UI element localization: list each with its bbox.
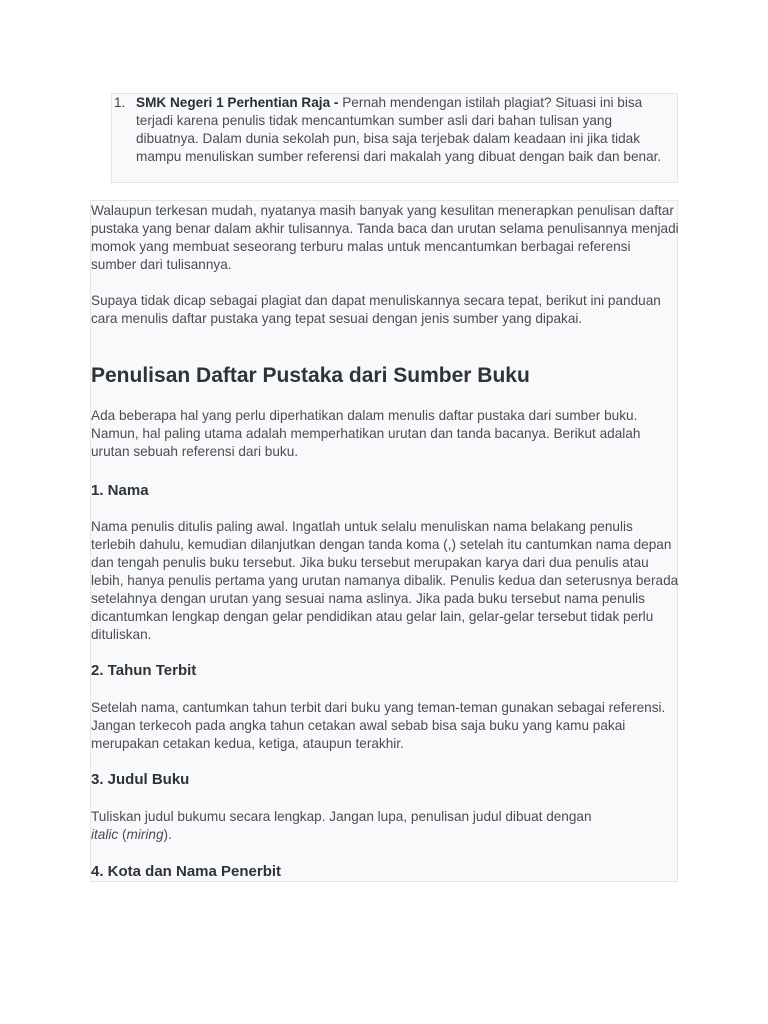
list-item-body: Pernah mendengan istilah plagiat? Situasi ini bisa terjadi karena penulis tidak mencantumkan sumber asli dari bahan tulisan yang dibuatnya. Dalam dunia sekolah pun, bisa saja terjebak dalam keadaan ini jika tidak mampu menuliskan sumber referensi dari makalah yang dibuat dengan baik dan benar.	[136, 95, 662, 164]
subheading-nama: 1. Nama	[91, 482, 149, 499]
list-item-bold-title: SMK Negeri 1 Perhentian Raja -	[136, 95, 343, 110]
paragraph-tahun-terbit: Setelah nama, cantumkan tahun terbit dari buku yang teman-teman gunakan sebagai referensi. Jangan terkecoh pada angka tahun cetakan awal sebab bisa saja buku yang kamu pakai merupakan cetakan kedua, ketiga, ataupun terakhir.	[91, 700, 666, 751]
subheading-kota-penerbit: 4. Kota dan Nama Penerbit	[91, 863, 282, 880]
judul-text-mid: (	[118, 827, 127, 842]
numbered-list-box	[111, 93, 678, 183]
intro-paragraph-1: Walaupun terkesan mudah, nyatanya masih banyak yang kesulitan menerapkan penulisan daftar pustaka yang benar dalam akhir tulisannya. Tanda baca dan urutan selama penulisannya menjadi momok yang membuat seseorang terburu malas untuk mencantumkan berbagai referensi sumber dari tulisannya.	[91, 203, 679, 272]
judul-italic-word: italic	[91, 827, 119, 842]
section-intro-paragraph: Ada beberapa hal yang perlu diperhatikan dalam menulis daftar pustaka dari sumber buku. Namun, hal paling utama adalah memperhatikan urutan dan tanda bacanya. Berikut adalah urutan sebuah referensi dari buku.	[91, 408, 641, 459]
judul-text-before: Tuliskan judul bukumu secara lengkap. Jangan lupa, penulisan judul dibuat dengan	[91, 809, 592, 824]
subheading-judul-buku: 3. Judul Buku	[91, 771, 190, 788]
list-number: 1.	[114, 95, 126, 110]
paragraph-judul-buku	[91, 808, 611, 844]
list-item-text	[136, 94, 676, 166]
subheading-tahun-terbit: 2. Tahun Terbit	[91, 662, 197, 679]
judul-text-after: ).	[163, 827, 172, 842]
article-body	[90, 200, 678, 882]
paragraph-nama: Nama penulis ditulis paling awal. Ingatlah untuk selalu menuliskan nama belakang penulis terlebih dahulu, kemudian dilanjutkan dengan tanda koma (,) setelah itu cantumkan nama depan dan tengah penulis buku tersebut. Jika buku tersebut merupakan karya dari dua penulis atau lebih, hanya penulis pertama yang urutan namanya dibalik. Penulis kedua dan seterusnya berada setelahnya dengan urutan yang sesuai nama aslinya. Jika pada buku tersebut nama penulis dicantumkan lengkap dengan gelar pendidikan atau gelar lain, gelar-gelar tersebut tidak perlu dituliskan.	[91, 519, 679, 642]
judul-italic-word-2: miring	[126, 827, 164, 842]
section-heading: Penulisan Daftar Pustaka dari Sumber Buku	[91, 364, 530, 387]
intro-paragraph-2: Supaya tidak dicap sebagai plagiat dan dapat menuliskannya secara tepat, berikut ini panduan cara menulis daftar pustaka yang tepat sesuai dengan jenis sumber yang dipakai.	[91, 293, 661, 326]
